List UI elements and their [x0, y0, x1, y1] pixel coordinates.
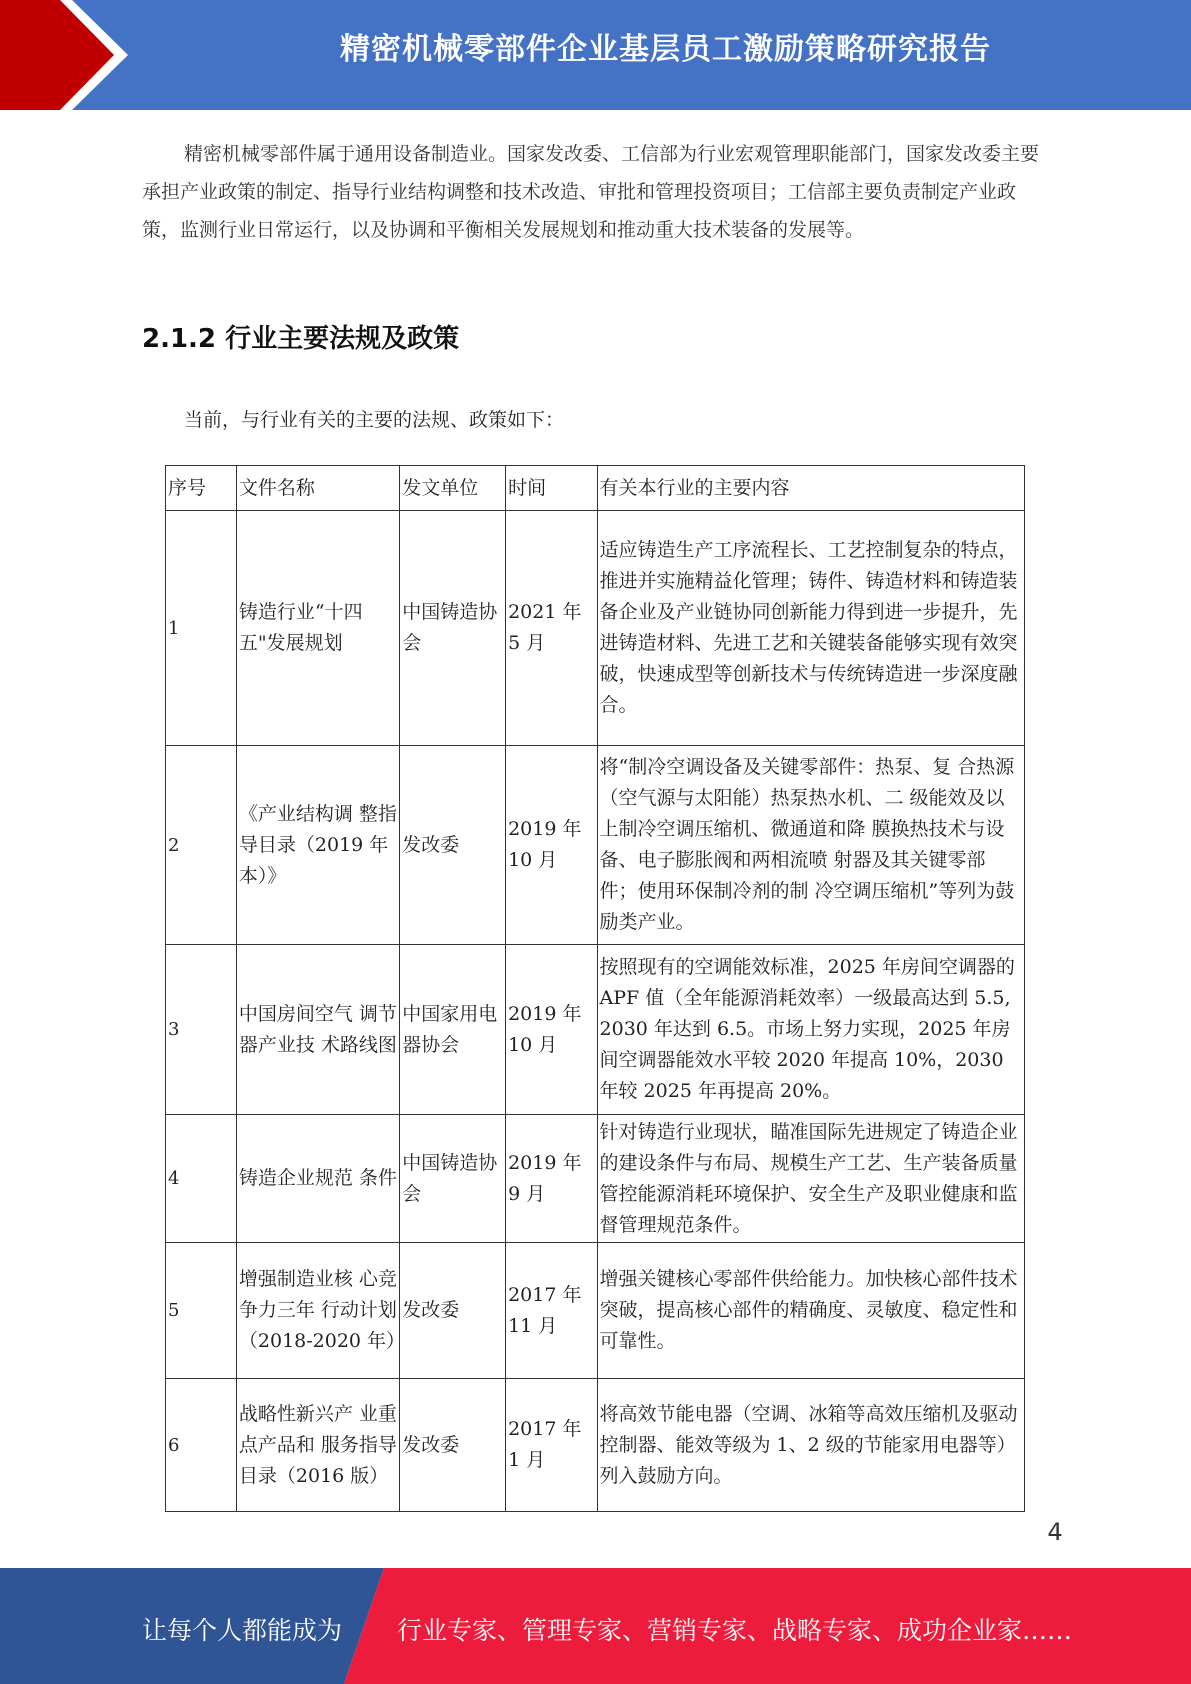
table-row [166, 1115, 1025, 1243]
table-row [166, 1243, 1025, 1379]
row-content: 将高效节能电器（空调、冰箱等高效压缩机及驱动控制器、能效等级为 1、2 级的节能家用电器等）列入鼓励方向。 [597, 1379, 1024, 1512]
row-date: 2019 年 10 月 [506, 746, 597, 945]
section-heading: 2.1.2 行业主要法规及政策 [142, 324, 460, 354]
row-content: 针对铸造行业现状，瞄准国际先进规定了铸造企业的建设条件与布局、规模生产工艺、生产装备质量管控能源消耗环境保护、安全生产及职业健康和监督管理规范条件。 [597, 1115, 1024, 1243]
row-date: 2021 年 5 月 [506, 511, 597, 746]
row-content: 按照现有的空调能效标准，2025 年房间空调器的 APF 值（全年能源消耗效率）一级最高达到 5.5, 2030 年达到 6.5。市场上努力实现，2025 年房间空调器能效水平较 2020 年提高 10%，2030 年较 2025 年再提高 20%。 [597, 945, 1024, 1115]
document-title: 精密机械零部件企业基层员工激励策略研究报告 [340, 32, 991, 67]
row-issuer: 中国家用电器协会 [400, 945, 506, 1115]
header-cell-number: 序号 [166, 466, 237, 511]
row-name: 铸造企业规范 条件 [236, 1115, 399, 1243]
header-cell-issuer: 发文单位 [400, 466, 506, 511]
table-row [166, 746, 1025, 945]
section-lead: 当前，与行业有关的主要的法规、政策如下： [184, 409, 565, 431]
table-row [166, 1379, 1025, 1512]
row-number: 2 [166, 746, 237, 945]
table-row [166, 511, 1025, 746]
page-number: 4 [1047, 1518, 1063, 1546]
row-number: 3 [166, 945, 237, 1115]
row-number: 4 [166, 1115, 237, 1243]
row-name: 中国房间空气 调节器产业技 术路线图 [236, 945, 399, 1115]
row-date: 2017 年 1 月 [506, 1379, 597, 1512]
row-number: 1 [166, 511, 237, 746]
row-name: 铸造行业“十四五"发展规划 [236, 511, 399, 746]
header-chevron-graphic [0, 0, 160, 110]
row-issuer: 中国铸造协会 [400, 511, 506, 746]
footer-slogan-left: 让每个人都能成为 [142, 1616, 343, 1645]
row-issuer: 发改委 [400, 1243, 506, 1379]
header-cell-date: 时间 [506, 466, 597, 511]
row-date: 2017 年 11 月 [506, 1243, 597, 1379]
table-header-row [166, 466, 1025, 511]
header-cell-content: 有关本行业的主要内容 [597, 466, 1024, 511]
row-date: 2019 年 10 月 [506, 945, 597, 1115]
row-date: 2019 年 9 月 [506, 1115, 597, 1243]
row-content: 增强关键核心零部件供给能力。加快核心部件技术突破，提高核心部件的精确度、灵敏度、稳定性和可靠性。 [597, 1243, 1024, 1379]
intro-paragraph: 精密机械零部件属于通用设备制造业。国家发改委、工信部为行业宏观管理职能部门，国家发改委主要承担产业政策的制定、指导行业结构调整和技术改造、审批和管理投资项目；工信部主要负责制定产业政策，监测行业日常运行，以及协调和平衡相关发展规划和推动重大技术装备的发展等。 [142, 143, 1040, 241]
row-name: 增强制造业核 心竞争力三年 行动计划（2018-2020 年） [236, 1243, 399, 1379]
row-number: 6 [166, 1379, 237, 1512]
table-row [166, 945, 1025, 1115]
row-issuer: 发改委 [400, 1379, 506, 1512]
row-name: 《产业结构调 整指导目录（2019 年本）》 [236, 746, 399, 945]
row-content: 适应铸造生产工序流程长、工艺控制复杂的特点，推进并实施精益化管理；铸件、铸造材料和铸造装备企业及产业链协同创新能力得到进一步提升，先进铸造材料、先进工艺和关键装备能够实现有效突破，快速成型等创新技术与传统铸造进一步深度融合。 [597, 511, 1024, 746]
row-issuer: 中国铸造协会 [400, 1115, 506, 1243]
row-number: 5 [166, 1243, 237, 1379]
row-name: 战略性新兴产 业重点产品和 服务指导目录（2016 版） [236, 1379, 399, 1512]
header-cell-name: 文件名称 [236, 466, 399, 511]
policy-table [165, 465, 1025, 1512]
row-issuer: 发改委 [400, 746, 506, 945]
footer-slogan-right: 行业专家、管理专家、营销专家、战略专家、成功企业家…… [397, 1616, 1073, 1645]
row-content: 将“制冷空调设备及关键零部件：热泵、复 合热源（空气源与太阳能）热泵热水机、二 级能效及以上制冷空调压缩机、微通道和降 膜换热技术与设备、电子膨胀阀和两相流喷 射器及其关键零部件；使用环保制冷剂的制 冷空调压缩机”等列为鼓励类产业。 [597, 746, 1024, 945]
